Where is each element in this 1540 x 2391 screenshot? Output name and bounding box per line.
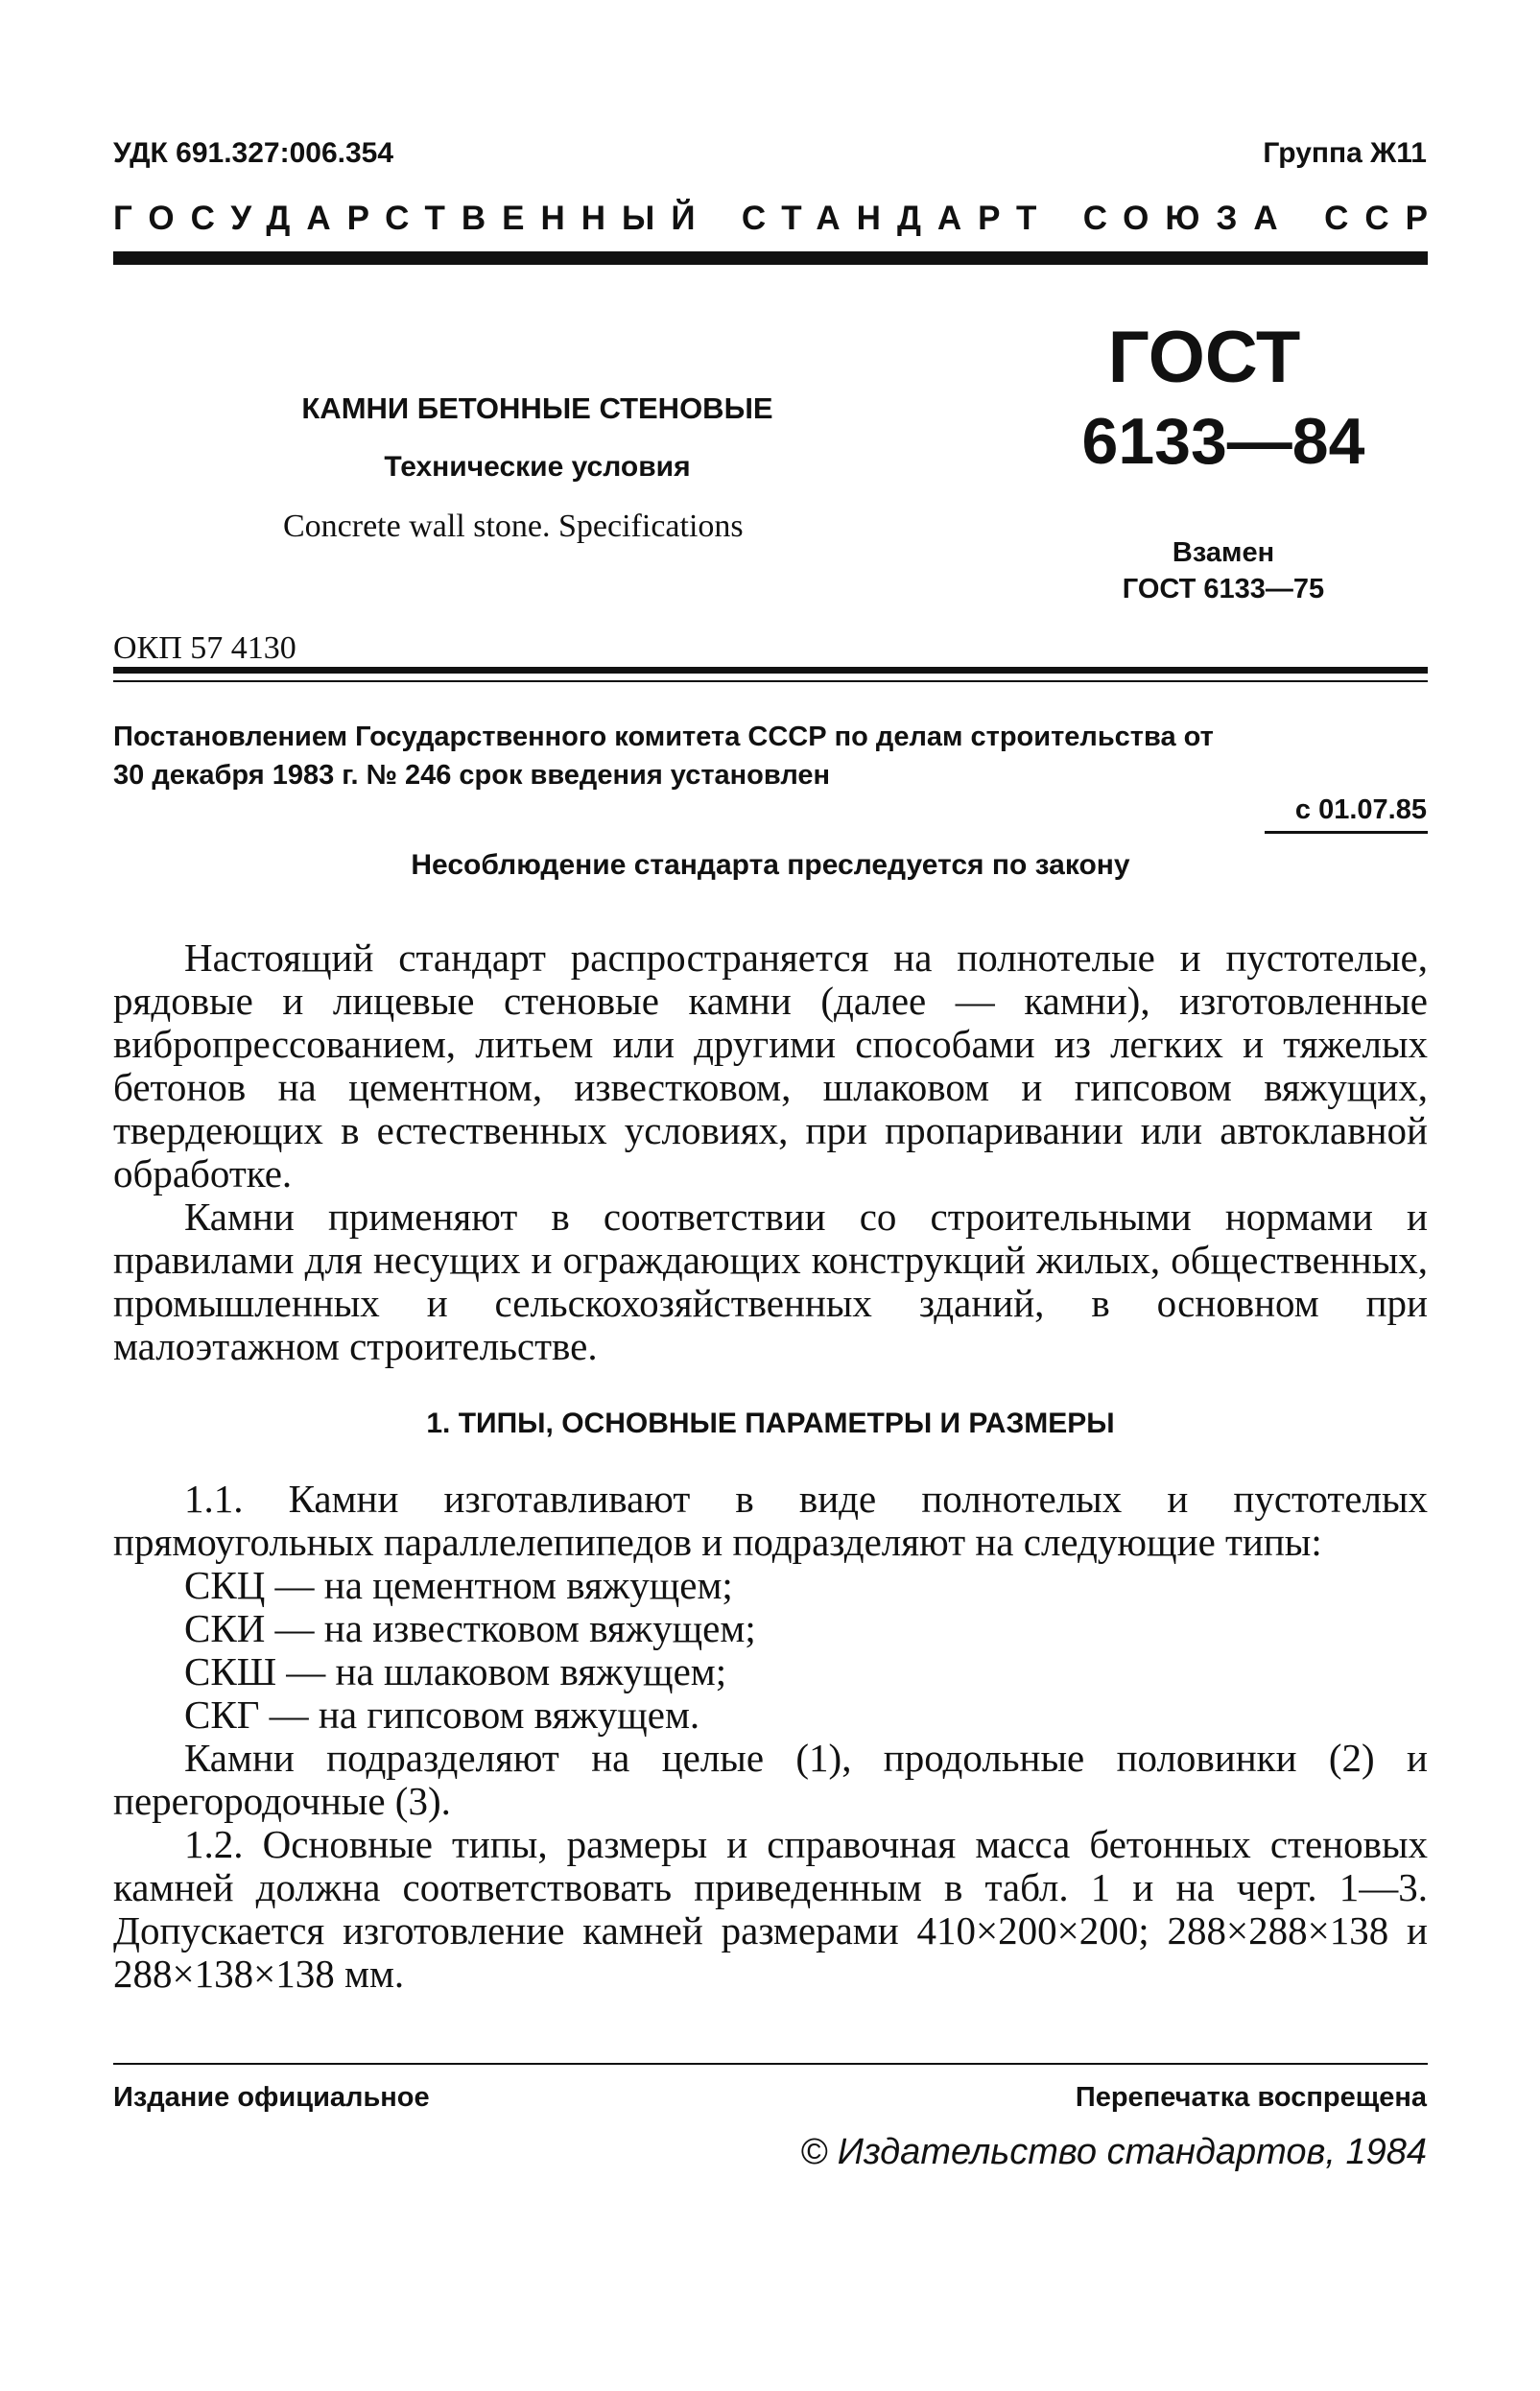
replaces-label: Взамен <box>1172 537 1275 568</box>
intro-paragraph-2: Камни применяют в соответствии со строительными нормами и правилами для несущих и ограждающих конструкций жилых, общественных, промышленных и сельскохозяйственных зданий, в основном при малоэтажном строительстве. <box>113 1195 1428 1368</box>
gost-label: ГОСТ <box>1107 317 1301 398</box>
okp-code: ОКП 57 4130 <box>113 630 296 666</box>
banner-word: ГОСУДАРСТВЕННЫЙ <box>113 200 712 237</box>
intro-block <box>113 936 1428 1368</box>
banner-thick-rule <box>113 251 1428 265</box>
banner-word: СТАНДАРТ <box>741 200 1054 237</box>
type-item: СКИ — на известковом вяжущем; <box>184 1606 756 1650</box>
copyright-notice: © Издательство стандартов, 1984 <box>800 2132 1427 2172</box>
section-1-body <box>113 1478 1428 1996</box>
type-item: СКЦ — на цементном вяжущем; <box>184 1563 733 1607</box>
footer-rule <box>113 2063 1428 2065</box>
clause-1-2: 1.2. Основные типы, размеры и справочная масса бетонных стеновых камней должна соответствовать приведенным в табл. 1 и на черт. 1—3. Допускается изготовление камней размерами 410×200×200; 288×288×138 и 288×138×138 мм. <box>113 1822 1428 1996</box>
banner-word: ССР <box>1324 200 1444 237</box>
subdivision-paragraph: Камни подразделяют на целые (1), продольные половинки (2) и перегородочные (3). <box>113 1736 1428 1823</box>
section-heading: 1. ТИПЫ, ОСНОВНЫЕ ПАРАМЕТРЫ И РАЗМЕРЫ <box>426 1408 1115 1439</box>
type-item: СКШ — на шлаковом вяжущем; <box>184 1649 727 1693</box>
banner-word: СОЮЗА <box>1082 200 1294 237</box>
document-subtitle: Технические условия <box>384 451 691 483</box>
decree-line-2: 30 декабря 1983 г. № 246 срок введения установлен <box>113 760 831 791</box>
gost-number: 6133—84 <box>1081 405 1365 478</box>
english-title: Concrete wall stone. Specifications <box>283 509 744 544</box>
date-underline <box>1265 831 1428 834</box>
state-standard-banner <box>113 200 1444 238</box>
law-warning: Несоблюдение стандарта преследуется по закону <box>411 849 1130 881</box>
reprint-prohibited: Перепечатка воспрещена <box>1075 2082 1427 2113</box>
udk-code: УДК 691.327:006.354 <box>113 137 394 169</box>
effective-date: с 01.07.85 <box>1294 794 1427 825</box>
clause-1-1: 1.1. Камни изготавливают в виде полнотелых и пустотелых прямоугольных параллелепипедов и подразделяют на следующие типы: <box>113 1477 1428 1564</box>
title-rule-thick <box>113 667 1428 674</box>
title-rule-thin <box>113 680 1428 682</box>
replaces-standard: ГОСТ 6133—75 <box>1122 574 1325 604</box>
official-edition: Издание официальное <box>113 2082 430 2113</box>
group-code: Группа Ж11 <box>1263 137 1427 169</box>
document-title: КАМНИ БЕТОННЫЕ СТЕНОВЫЕ <box>301 391 773 425</box>
decree-line-1: Постановлением Государственного комитета СССР по делам строительства от <box>113 722 1214 752</box>
type-item: СКГ — на гипсовом вяжущем. <box>184 1693 700 1737</box>
intro-paragraph-1: Настоящий стандарт распространяется на полнотелые и пустотелые, рядовые и лицевые стеновые камни (далее — камни), изготовленные вибропрессованием, литьем или другими способами из легких и тяжелых бетонов на цементном, известковом, шлаковом и гипсовом вяжущих, твердеющих в естественных условиях, при пропаривании или автоклавной обработке. <box>113 935 1428 1196</box>
